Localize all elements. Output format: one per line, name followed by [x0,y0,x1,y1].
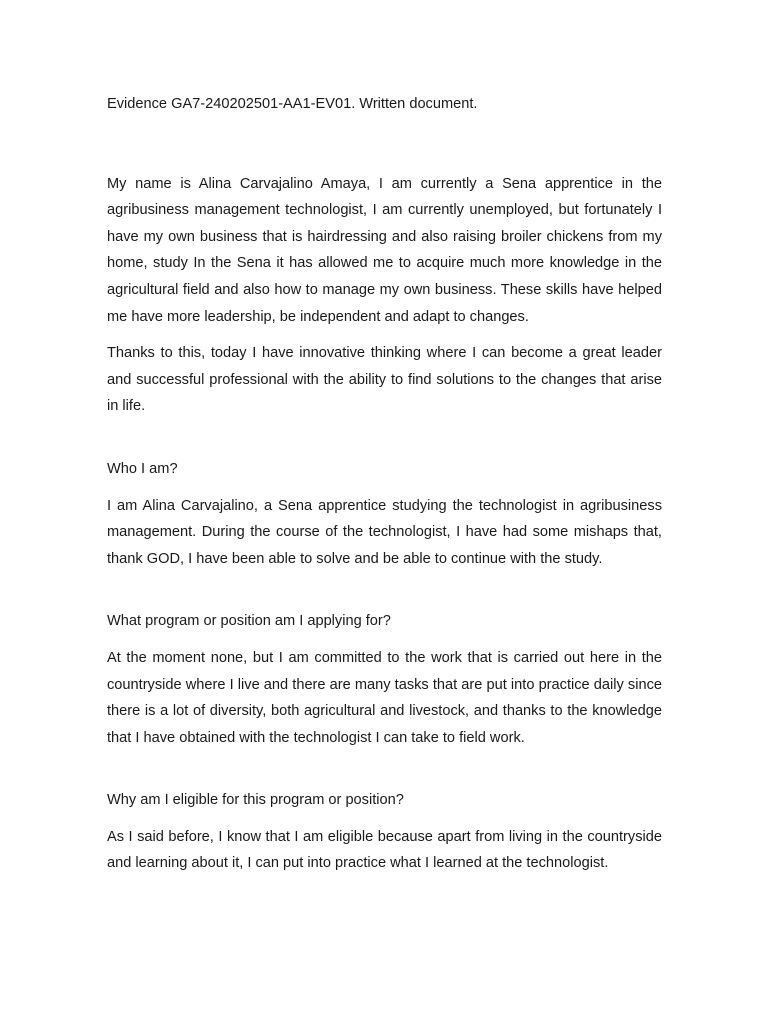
document-title: Evidence GA7-240202501-AA1-EV01. Written document. [107,96,478,112]
section-body-eligibility: As I said before, I know that I am eligible because apart from living in the countryside and learning about it, I can put into practice what I learned at the technologist. [107,828,662,872]
document-body [107,91,662,877]
section-heading-who-i-am: Who I am? [107,460,178,477]
section-heading-eligibility: Why am I eligible for this program or position? [107,792,404,809]
section-heading-program: What program or position am I applying for? [107,613,391,630]
section-body-who-i-am: I am Alina Carvajalino, a Sena apprentice studying the technologist in agribusiness management. During the course of the technologist, I have had some mishaps that, thank GOD, I have been able to solve and be able to continue with the study. [107,497,662,567]
intro-paragraph-2: Thanks to this, today I have innovative thinking where I can become a great leader and successful professional with the ability to find solutions to the changes that arise in life. [107,345,662,415]
section-body-program: At the moment none, but I am committed to the work that is carried out here in the countryside where I live and there are many tasks that are put into practice daily since there is a lot of diversity, both agricultural and livestock, and thanks to the knowledge that I have obtained with the technologist I can take to field work. [107,649,662,746]
intro-paragraph-1: My name is Alina Carvajalino Amaya, I am currently a Sena apprentice in the agribusiness management technologist, I am currently unemployed, but fortunately I have my own business that is hairdressing and also raising broiler chickens from my home, study In the Sena it has allowed me to acquire much more knowledge in the agricultural field and also how to manage my own business. These skills have helped me have more leadership, be independent and adapt to changes. [107,175,662,325]
